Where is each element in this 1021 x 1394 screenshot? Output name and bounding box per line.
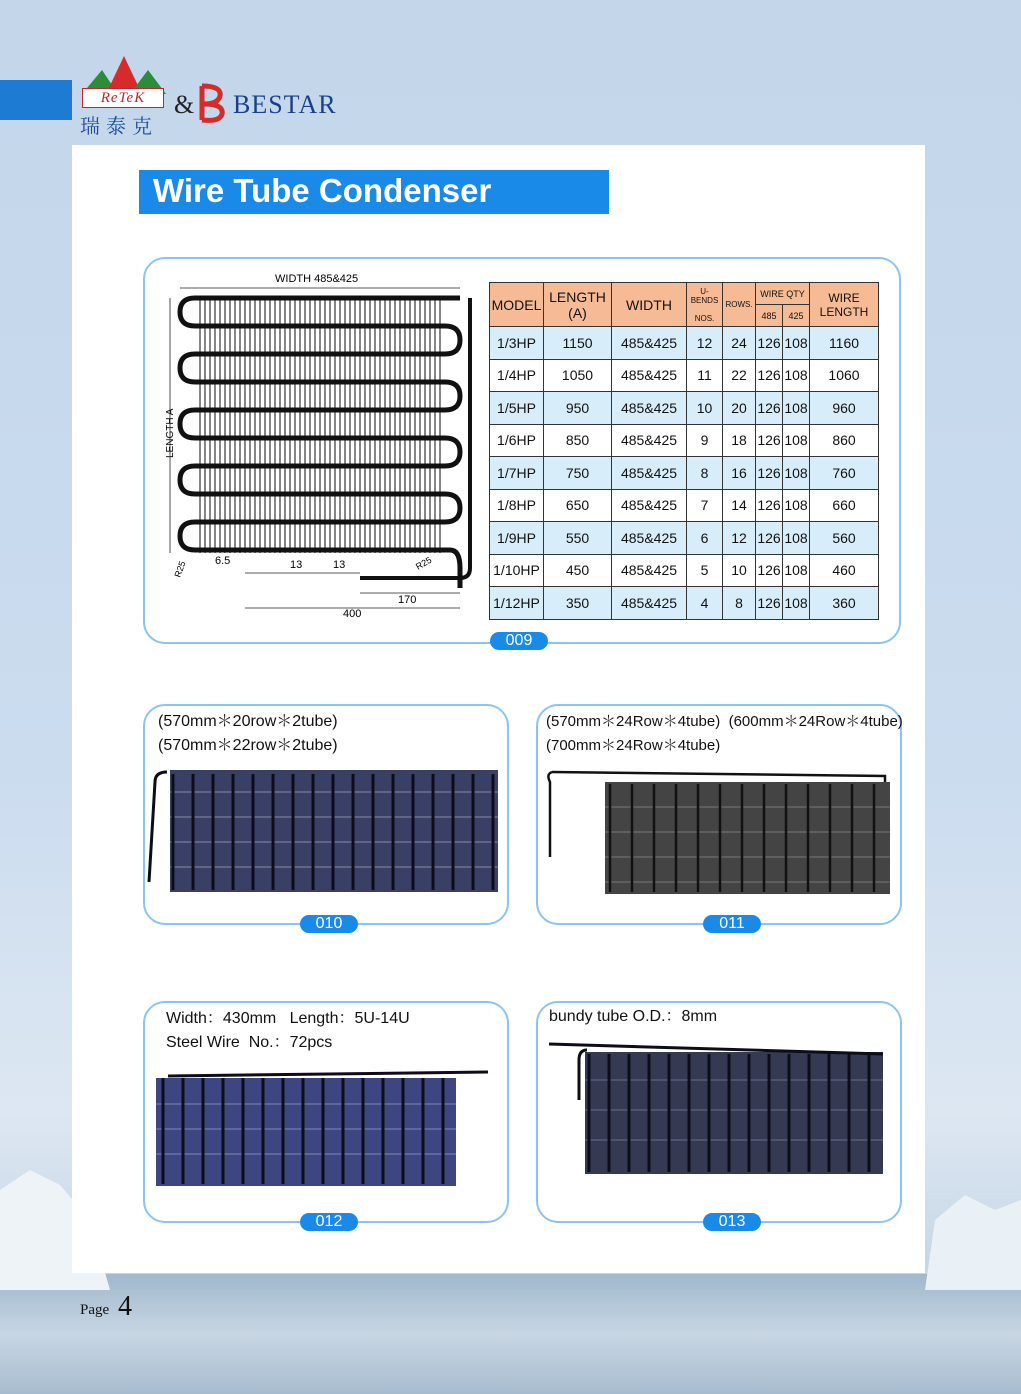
product-code-010: 010 — [300, 915, 358, 933]
th-wire-qty: WIRE QTY — [756, 283, 810, 305]
caption-011-line1: (570mm＊24Row＊4tube) (600mm＊24Row＊4tube) — [546, 713, 903, 730]
condenser-fins — [200, 298, 440, 553]
cell-q425: 108 — [783, 554, 810, 587]
cell-length: 450 — [544, 554, 612, 587]
cell-length: 1050 — [544, 359, 612, 392]
table-row — [490, 587, 879, 620]
dim-400: 400 — [343, 608, 362, 620]
product-code-011: 011 — [703, 915, 761, 933]
cell-model: 1/12HP — [490, 587, 544, 620]
cell-width: 485&425 — [612, 392, 687, 425]
cell-rows: 16 — [723, 457, 756, 490]
dim-6-5: 6.5 — [215, 555, 231, 567]
caption-011-line2: (700mm＊24Row＊4tube) — [546, 737, 721, 754]
product-code-009: 009 — [490, 632, 548, 650]
cell-ubends: 6 — [687, 522, 723, 555]
table-row — [490, 327, 879, 360]
caption-012-line2: Steel Wire No.：72pcs — [166, 1034, 333, 1051]
table-row — [490, 489, 879, 522]
cell-q425: 108 — [783, 522, 810, 555]
page-label: Page — [80, 1302, 110, 1318]
dim-r25-left: R25 — [172, 559, 188, 579]
condenser-drawing — [160, 268, 480, 620]
th-length: LENGTH (A) — [544, 283, 612, 327]
cell-ubends: 11 — [687, 359, 723, 392]
condenser-photo-011 — [540, 762, 895, 902]
condenser-photo-013 — [545, 1040, 890, 1180]
cell-q425: 108 — [783, 489, 810, 522]
caption-012-line1: Width：430mm Length：5U-14U — [166, 1010, 410, 1027]
cell-wire-length: 660 — [810, 489, 879, 522]
cell-q425: 108 — [783, 587, 810, 620]
cell-model: 1/8HP — [490, 489, 544, 522]
th-ubends: U-BENDS NOS. — [687, 283, 723, 327]
cell-model: 1/3HP — [490, 327, 544, 360]
retek-chinese-name: 瑞泰克 — [80, 114, 158, 138]
cell-q425: 108 — [783, 457, 810, 490]
cell-width: 485&425 — [612, 457, 687, 490]
cell-q425: 108 — [783, 327, 810, 360]
cell-wire-length: 1060 — [810, 359, 879, 392]
condenser-photo-012 — [148, 1064, 498, 1192]
retek-latin-logo: ReTeK — [82, 88, 164, 108]
cell-width: 485&425 — [612, 327, 687, 360]
cell-model: 1/6HP — [490, 424, 544, 457]
cell-width: 485&425 — [612, 489, 687, 522]
table-row — [490, 554, 879, 587]
th-rows: ROWS. — [723, 283, 756, 327]
th-wire-qty-485: 485 — [756, 305, 783, 327]
table-row — [490, 359, 879, 392]
cell-ubends: 10 — [687, 392, 723, 425]
th-wire-qty-425: 425 — [783, 305, 810, 327]
dim-13-a: 13 — [290, 559, 303, 571]
table-row — [490, 522, 879, 555]
cell-rows: 24 — [723, 327, 756, 360]
drawing-width-label: WIDTH 485&425 — [275, 273, 359, 285]
table-row — [490, 392, 879, 425]
spec-table — [489, 282, 879, 620]
cell-q485: 126 — [756, 424, 783, 457]
cell-width: 485&425 — [612, 554, 687, 587]
cell-width: 485&425 — [612, 522, 687, 555]
product-code-013: 013 — [703, 1213, 761, 1231]
cell-width: 485&425 — [612, 359, 687, 392]
cell-q425: 108 — [783, 424, 810, 457]
caption-010-line2: (570mm＊22row＊2tube) — [158, 737, 338, 754]
cell-q485: 126 — [756, 522, 783, 555]
cell-q485: 126 — [756, 587, 783, 620]
cell-q425: 108 — [783, 359, 810, 392]
cell-ubends: 8 — [687, 457, 723, 490]
cell-length: 1150 — [544, 327, 612, 360]
dim-170: 170 — [398, 594, 417, 606]
bestar-wordmark: BESTAR — [233, 90, 337, 119]
cell-q485: 126 — [756, 327, 783, 360]
cell-rows: 8 — [723, 587, 756, 620]
cell-rows: 22 — [723, 359, 756, 392]
cell-wire-length: 860 — [810, 424, 879, 457]
cell-rows: 18 — [723, 424, 756, 457]
cell-ubends: 4 — [687, 587, 723, 620]
cell-length: 750 — [544, 457, 612, 490]
cell-model: 1/5HP — [490, 392, 544, 425]
dim-13-b: 13 — [333, 559, 346, 571]
caption-010-line1: (570mm＊20row＊2tube) — [158, 713, 338, 730]
cell-length: 550 — [544, 522, 612, 555]
cell-wire-length: 1160 — [810, 327, 879, 360]
table-row — [490, 424, 879, 457]
cell-q425: 108 — [783, 392, 810, 425]
cell-q485: 126 — [756, 489, 783, 522]
drawing-length-label: LENGTH A — [165, 408, 176, 458]
cell-wire-length: 960 — [810, 392, 879, 425]
cell-width: 485&425 — [612, 587, 687, 620]
bestar-logo-icon — [196, 82, 226, 124]
th-model: MODEL — [490, 283, 544, 327]
cell-ubends: 9 — [687, 424, 723, 457]
cell-rows: 12 — [723, 522, 756, 555]
iceberg-right — [925, 1180, 1021, 1290]
cell-ubends: 7 — [687, 489, 723, 522]
cell-rows: 20 — [723, 392, 756, 425]
cell-q485: 126 — [756, 457, 783, 490]
cell-model: 1/7HP — [490, 457, 544, 490]
sea-background — [0, 1274, 1021, 1394]
brand-ampersand: & — [174, 90, 195, 119]
header-blue-bar — [0, 80, 72, 120]
cell-q485: 126 — [756, 392, 783, 425]
cell-q485: 126 — [756, 359, 783, 392]
caption-013-line1: bundy tube O.D.：8mm — [549, 1008, 718, 1025]
cell-wire-length: 460 — [810, 554, 879, 587]
cell-rows: 10 — [723, 554, 756, 587]
table-row — [490, 457, 879, 490]
cell-ubends: 5 — [687, 554, 723, 587]
cell-rows: 14 — [723, 489, 756, 522]
page-title: Wire Tube Condenser — [153, 172, 492, 209]
cell-wire-length: 360 — [810, 587, 879, 620]
product-code-012: 012 — [300, 1213, 358, 1231]
cell-length: 950 — [544, 392, 612, 425]
cell-length: 850 — [544, 424, 612, 457]
condenser-photo-010 — [145, 762, 505, 902]
cell-wire-length: 560 — [810, 522, 879, 555]
cell-width: 485&425 — [612, 424, 687, 457]
cell-q485: 126 — [756, 554, 783, 587]
cell-ubends: 12 — [687, 327, 723, 360]
th-wire-length: WIRE LENGTH — [810, 283, 879, 327]
cell-wire-length: 760 — [810, 457, 879, 490]
cell-model: 1/10HP — [490, 554, 544, 587]
cell-length: 650 — [544, 489, 612, 522]
cell-length: 350 — [544, 587, 612, 620]
dim-r25-right: R25 — [414, 554, 434, 572]
cell-model: 1/4HP — [490, 359, 544, 392]
cell-model: 1/9HP — [490, 522, 544, 555]
page-number: 4 — [118, 1291, 132, 1322]
th-width: WIDTH — [612, 283, 687, 327]
